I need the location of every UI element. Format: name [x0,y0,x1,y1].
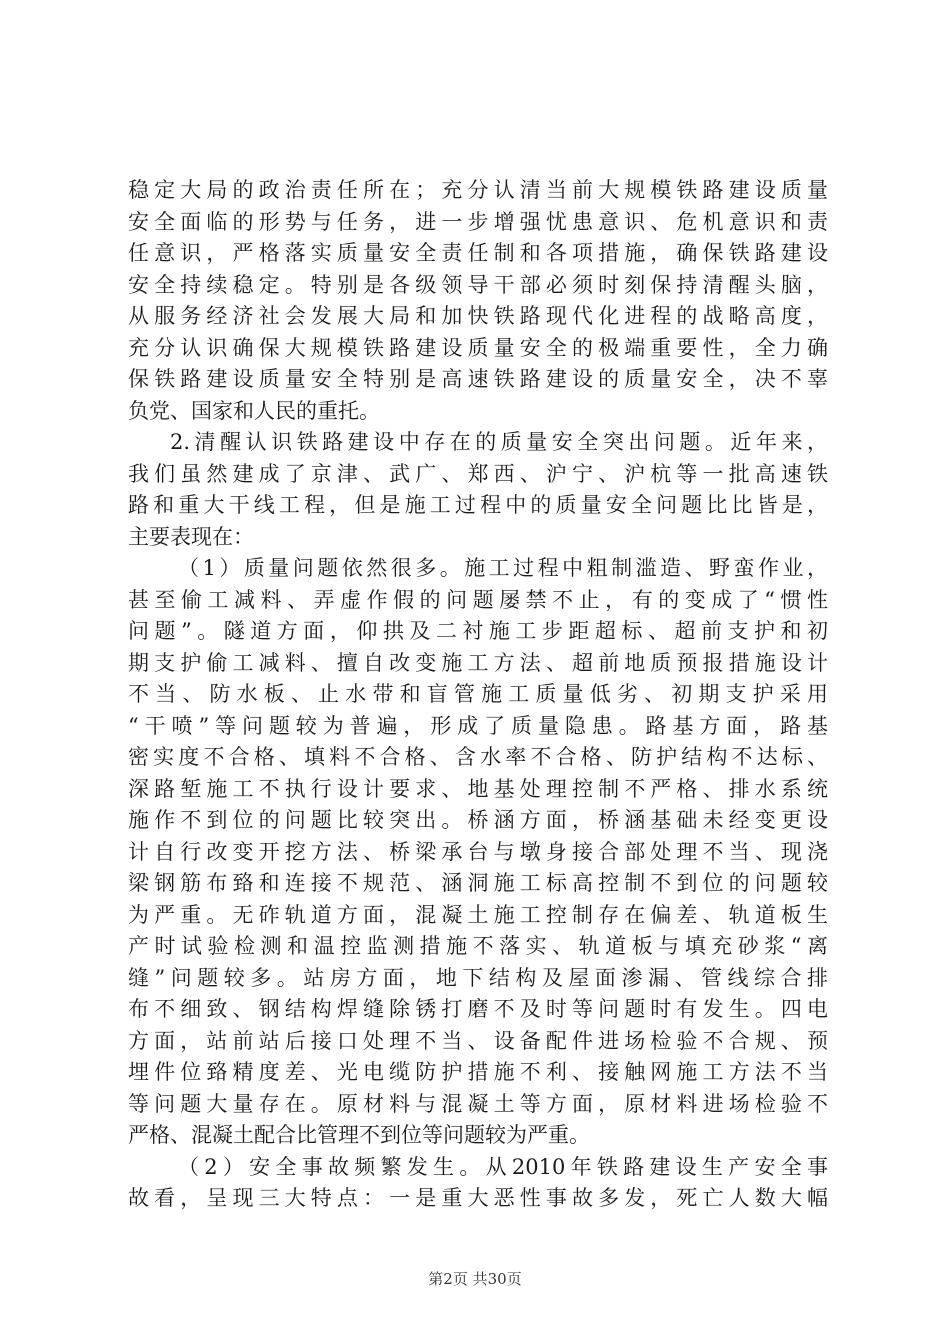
body-text-line: 产时试验检测和温控监测措施不落实、轨道板与填充砂浆“离 [128,934,828,958]
body-text-line: 任意识，严格落实质量安全责任制和各项措施，确保铁路建设 [128,241,828,265]
body-text-line: 稳定大局的政治责任所在；充分认清当前大规模铁路建设质量 [128,178,828,202]
body-text-line: “干喷”等问题较为普遍，形成了质量隐患。路基方面，路基 [128,713,828,738]
page-number-footer: 第2页 共30页 [428,1270,522,1288]
document-body [128,175,828,1215]
body-text-line: 我们虽然建成了京津、武广、郑西、沪宁、沪杭等一批高速铁 [128,461,828,486]
body-text-line: 等问题大量存在。原材料与混凝土等方面，原材料进场检验不 [128,1091,828,1116]
body-text-line: 密实度不合格、填料不合格、含水率不合格、防护结构不达标、 [128,745,828,769]
body-text-line: 施作不到位的问题比较突出。桥涵方面，桥涵基础未经变更设 [128,808,828,832]
body-text-line: 2.清醒认识铁路建设中存在的质量安全突出问题。近年来， [170,430,828,454]
body-text-line: 安全面临的形势与任务，进一步增强忧患意识、危机意识和责 [128,209,828,234]
body-text-line: 负党、国家和人民的重托。 [128,398,380,423]
body-text-line: 保铁路建设质量安全特别是高速铁路建设的质量安全，决不辜 [128,367,828,391]
body-text-line: 从服务经济社会发展大局和加快铁路现代化进程的战略高度， [128,304,828,328]
body-text-line: 甚至偷工减料、弄虚作假的问题屡禁不止，有的变成了“惯性 [128,587,828,612]
body-text-line: 严格、混凝土配合比管理不到位等问题较为严重。 [128,1123,590,1147]
body-text-line: 主要表现在： [128,524,254,549]
body-text-line: 安全持续稳定。特别是各级领导干部必须时刻保持清醒头脑， [128,272,828,297]
body-text-line: 期支护偷工减料、擅自改变施工方法、超前地质预报措施设计 [128,650,828,675]
body-text-line: 不当、防水板、止水带和盲管施工质量低劣、初期支护采用 [128,682,828,706]
body-text-line: 梁钢筋布臵和连接不规范、涵洞施工标高控制不到位的问题较 [128,871,828,895]
body-text-line: 计自行改变开挖方法、桥梁承台与墩身接合部处理不当、现浇 [128,839,828,864]
body-text-line: 充分认识确保大规模铁路建设质量安全的极端重要性，全力确 [128,335,828,360]
body-text-line: 布不细致、钢结构焊缝除锈打磨不及时等问题时有发生。四电 [128,997,828,1021]
body-text-line: 缝”问题较多。站房方面，地下结构及屋面渗漏、管线综合排 [128,965,828,990]
body-text-line: 埋件位臵精度差、光电缆防护措施不利、接触网施工方法不当 [128,1060,828,1084]
body-text-line: 方面，站前站后接口处理不当、设备配件进场检验不合规、预 [128,1028,828,1053]
body-text-line: 深路堑施工不执行设计要求、地基处理控制不严格、排水系统 [128,776,828,801]
body-text-line: 路和重大干线工程，但是施工过程中的质量安全问题比比皆是， [128,493,828,517]
body-text-line: 为严重。无砟轨道方面，混凝土施工控制存在偏差、轨道板生 [128,902,828,927]
body-text-line: （2）安全事故频繁发生。从2010年铁路建设生产安全事 [178,1154,828,1179]
body-text-line: 问题”。隧道方面，仰拱及二衬施工步距超标、超前支护和初 [128,619,828,643]
body-text-line: （1）质量问题依然很多。施工过程中粗制滥造、野蛮作业， [178,556,828,580]
body-text-line: 故看，呈现三大特点：一是重大恶性事故多发，死亡人数大幅 [128,1186,828,1210]
